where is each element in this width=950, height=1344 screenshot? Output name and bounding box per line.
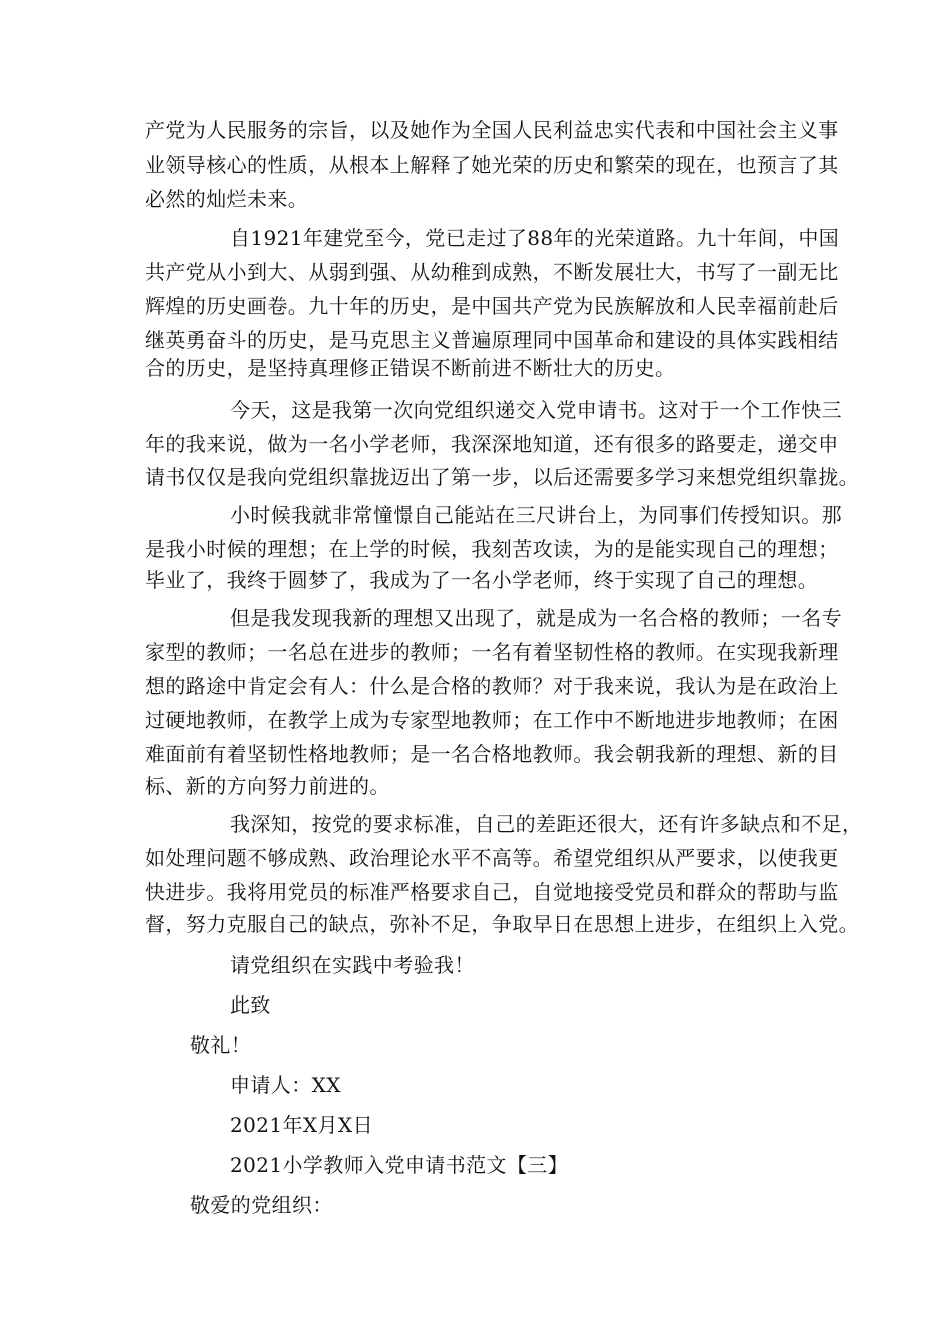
text-line: 继英勇奋斗的历史，是马克思主义普遍原理同中国革命和建设的具体实践相结 — [145, 328, 839, 352]
text-line: 年的我来说，做为一名小学老师，我深深地知道，还有很多的路要走，递交申 — [145, 432, 839, 456]
text-line: 过硬地教师，在教学上成为专家型地教师；在工作中不断地进步地教师；在困 — [145, 708, 839, 732]
text-line: 合的历史，是坚持真理修正错误不断前进不断壮大的历史。 — [145, 356, 676, 380]
text-line: 难面前有着坚韧性格地教师；是一名合格地教师。我会朝我新的理想、新的目 — [145, 742, 839, 766]
text-line: 标、新的方向努力前进的。 — [145, 774, 390, 798]
text-line: 产党为人民服务的宗旨，以及她作为全国人民利益忠实代表和中国社会主义事 — [145, 118, 839, 142]
text-line: 我深知，按党的要求标准，自己的差距还很大，还有许多缺点和不足， — [230, 812, 863, 836]
text-line: 是我小时候的理想；在上学的时候，我刻苦攻读，为的是能实现自己的理想； — [145, 537, 839, 561]
salutation-line: 敬爱的党组织： — [190, 1193, 333, 1217]
text-line: 必然的灿烂未来。 — [145, 187, 309, 211]
jingli-line: 敬礼！ — [190, 1033, 252, 1057]
cizhi-line: 此致 — [230, 993, 271, 1017]
text-line: 共产党从小到大、从弱到强、从幼稚到成熟，不断发展壮大，书写了一副无比 — [145, 260, 839, 284]
text-line: 业领导核心的性质，从根本上解释了她光荣的历史和繁荣的现在，也预言了其 — [145, 153, 839, 177]
text-line: 辉煌的历史画卷。九十年的历史，是中国共产党为民族解放和人民幸福前赴后 — [145, 294, 839, 318]
text-line: 今天，这是我第一次向党组织递交入党申请书。这对于一个工作快三 — [230, 398, 842, 422]
text-line: 想的路途中肯定会有人：什么是合格的教师？对于我来说，我认为是在政治上 — [145, 674, 839, 698]
text-line: 但是我发现我新的理想又出现了，就是成为一名合格的教师；一名专 — [230, 606, 842, 630]
text-line: 快进步。我将用党员的标准严格要求自己，自觉地接受党员和群众的帮助与监 — [145, 880, 839, 904]
request-line: 请党组织在实践中考验我！ — [230, 953, 475, 977]
text-line: 小时候我就非常憧憬自己能站在三尺讲台上，为同事们传授知识。那 — [230, 503, 842, 527]
text-line: 自1921年建党至今，党已走过了88年的光荣道路。九十年间，中国 — [230, 226, 840, 250]
text-line: 毕业了，我终于圆梦了，我成为了一名小学老师，终于实现了自己的理想。 — [145, 568, 819, 592]
section-title: 2021小学教师入党申请书范文【三】 — [230, 1153, 569, 1177]
text-line: 请书仅仅是我向党组织靠拢迈出了第一步，以后还需要多学习来想党组织靠拢。 — [145, 465, 859, 489]
text-line: 家型的教师；一名总在进步的教师；一名有着坚韧性格的教师。在实现我新理 — [145, 640, 839, 664]
date-line: 2021年X月X日 — [230, 1113, 373, 1137]
applicant-line: 申请人：XX — [230, 1073, 341, 1097]
text-line: 督，努力克服自己的缺点，弥补不足，争取早日在思想上进步，在组织上入党。 — [145, 912, 859, 936]
text-line: 如处理问题不够成熟、政治理论水平不高等。希望党组织从严要求，以使我更 — [145, 846, 839, 870]
